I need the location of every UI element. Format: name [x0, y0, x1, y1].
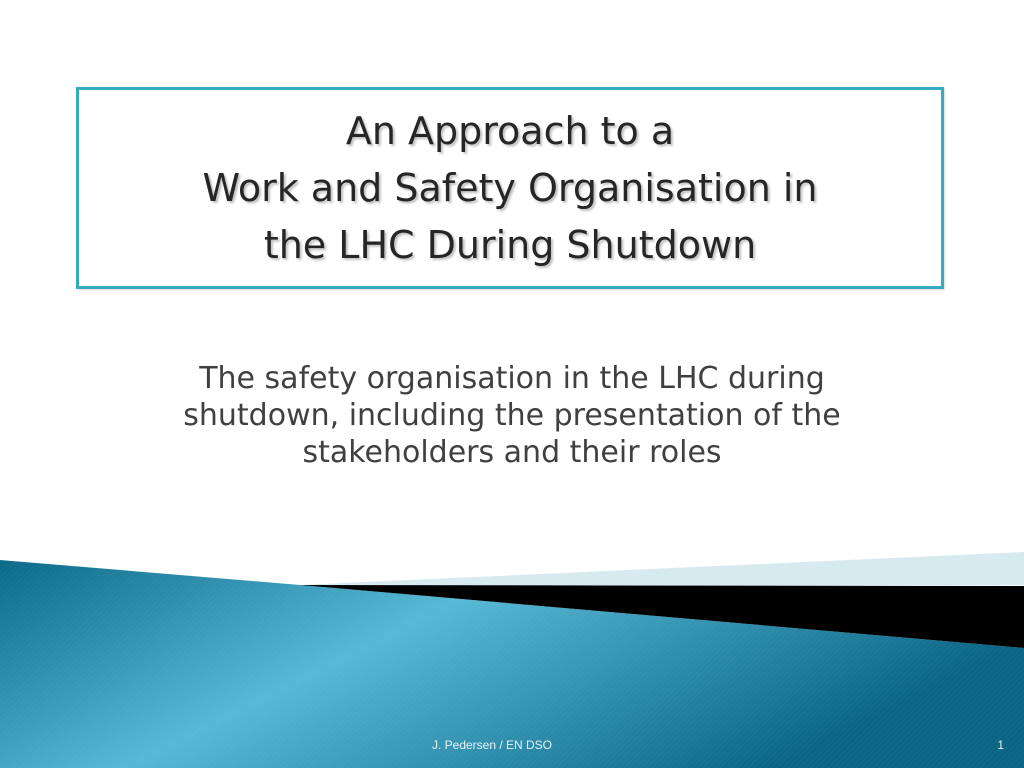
title-line-1: An Approach to a [345, 108, 675, 153]
decorative-wave-band [0, 540, 1024, 768]
pale-wedge [300, 552, 1024, 585]
title-line-2: Work and Safety Organisation in [202, 165, 818, 210]
subtitle-line-1: The safety organisation in the LHC during [199, 361, 825, 396]
page-number: 1 [997, 738, 1004, 752]
subtitle-line-2: shutdown, including the presentation of the [183, 398, 841, 433]
subtitle-line-3: stakeholders and their roles [302, 435, 722, 470]
title-line-3: the LHC During Shutdown [263, 222, 757, 267]
title-box [76, 87, 944, 289]
subtitle [60, 360, 964, 471]
footer-author: J. Pedersen / EN DSO [431, 738, 553, 752]
